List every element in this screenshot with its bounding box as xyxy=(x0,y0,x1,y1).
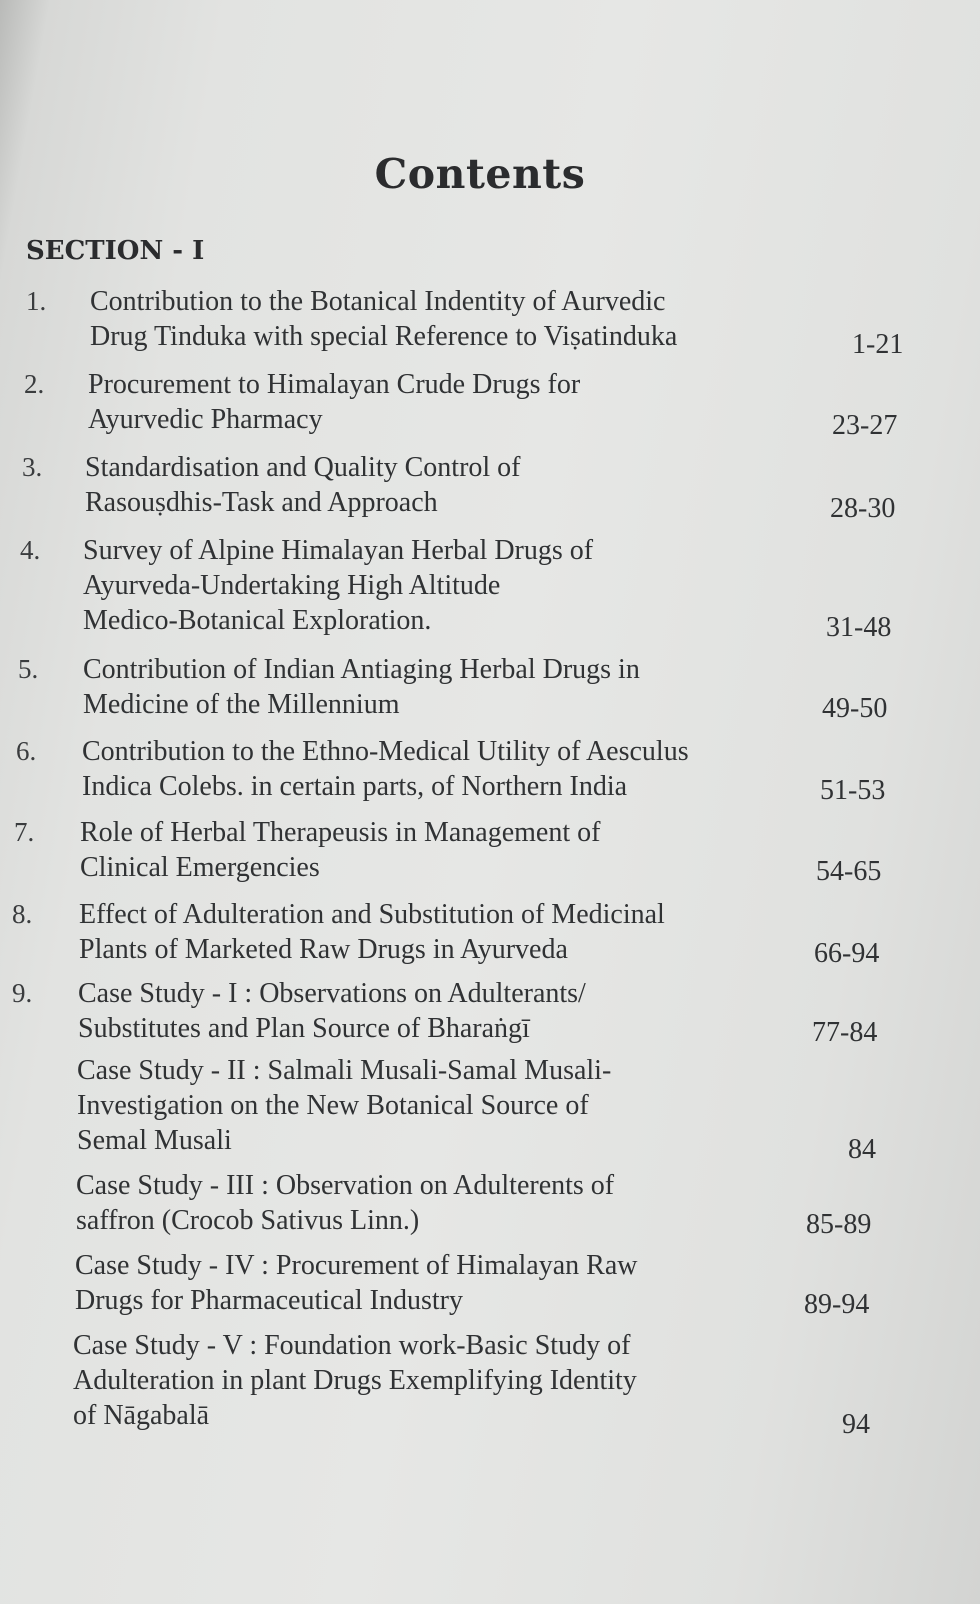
entry-title xyxy=(75,1248,637,1318)
entry-title-line: Drugs for Pharmaceutical Industry xyxy=(75,1285,463,1316)
entry-pages: 51-53 xyxy=(820,775,886,806)
entry-number: 9. xyxy=(12,978,33,1008)
entry-title-line: Indica Colebs. in certain parts, of Northern India xyxy=(82,771,628,802)
entry-number: 5. xyxy=(18,654,39,684)
entry-title-line: Contribution to the Ethno-Medical Utility of Aesculus xyxy=(82,736,689,767)
entry-title-line: Case Study - II : Salmali Musali-Samal Musali- xyxy=(77,1055,612,1086)
entry-title xyxy=(85,450,521,520)
entry-title-line: Adulteration in plant Drugs Exemplifying Identity xyxy=(73,1365,637,1396)
entry-number: 8. xyxy=(12,899,33,929)
entry-title-line: Ayurveda-Undertaking High Altitude xyxy=(83,570,501,601)
entry-title-line: Semal Musali xyxy=(77,1125,232,1156)
entry-title xyxy=(88,367,580,437)
entry-pages: 31-48 xyxy=(826,612,892,643)
entry-title-line: Effect of Adulteration and Substitution of Medicinal xyxy=(79,899,665,930)
entry-title xyxy=(77,1053,611,1158)
entry-number: 4. xyxy=(20,535,41,565)
entry-title-line: Plants of Marketed Raw Drugs in Ayurveda xyxy=(79,934,568,965)
entry-title-line: Contribution to the Botanical Indentity of Aurvedic xyxy=(90,286,666,317)
entry-title-line: Ayurvedic Pharmacy xyxy=(88,404,323,435)
entry-title-line: Case Study - V : Foundation work-Basic Study of xyxy=(73,1330,631,1361)
entry-pages: 84 xyxy=(848,1134,876,1165)
entry-title-line: Role of Herbal Therapeusis in Management of xyxy=(80,817,601,848)
entry-title xyxy=(76,1168,614,1238)
entry-title-line: Drug Tinduka with special Reference to Viṣatinduka xyxy=(90,321,678,352)
entry-number: 2. xyxy=(24,369,45,399)
entry-title-line: Case Study - IV : Procurement of Himalayan Raw xyxy=(75,1250,638,1281)
entry-pages: 66-94 xyxy=(814,938,880,969)
entry-pages: 94 xyxy=(842,1409,870,1440)
entry-number: 1. xyxy=(26,286,47,316)
entry-pages: 54-65 xyxy=(816,856,882,887)
entry-title-line: Rasouṣdhis-Task and Approach xyxy=(85,487,438,518)
entry-title xyxy=(78,976,586,1046)
entry-title-line: Contribution of Indian Antiaging Herbal Drugs in xyxy=(83,654,640,685)
entry-title xyxy=(73,1328,637,1433)
entry-title xyxy=(83,652,640,722)
entry-title xyxy=(90,284,677,354)
entry-title-line: Procurement to Himalayan Crude Drugs for xyxy=(88,369,581,400)
entry-number: 7. xyxy=(14,817,35,847)
entry-title-line: Investigation on the New Botanical Source of xyxy=(77,1090,589,1121)
entry-pages: 23-27 xyxy=(832,410,898,441)
entry-title-line: Standardisation and Quality Control of xyxy=(85,452,521,483)
entry-title xyxy=(80,815,600,885)
entry-title-line: Clinical Emergencies xyxy=(80,852,320,883)
entry-title-line: Survey of Alpine Himalayan Herbal Drugs of xyxy=(83,535,594,566)
entry-number: 6. xyxy=(16,736,37,766)
entry-pages: 77-84 xyxy=(812,1017,878,1048)
entry-title xyxy=(79,897,665,967)
entry-number: 3. xyxy=(22,452,43,482)
entry-title-line: saffron (Crocob Sativus Linn.) xyxy=(76,1205,420,1236)
entry-pages: 28-30 xyxy=(830,493,896,524)
entry-pages: 85-89 xyxy=(806,1209,872,1240)
entry-title xyxy=(83,533,593,638)
entry-title xyxy=(82,734,689,804)
entry-title-line: Substitutes and Plan Source of Bharaṅgī xyxy=(78,1013,530,1044)
entry-title-line: Medico-Botanical Exploration. xyxy=(83,605,432,636)
page-title: Contents xyxy=(374,150,586,198)
entry-title-line: Medicine of the Millennium xyxy=(83,689,400,720)
entry-title-line: Case Study - III : Observation on Adulterents of xyxy=(76,1170,615,1201)
entry-title-line: Case Study - I : Observations on Adulterants/ xyxy=(78,978,586,1009)
entry-pages: 89-94 xyxy=(804,1289,870,1320)
section-heading: SECTION - I xyxy=(26,236,205,266)
entry-pages: 49-50 xyxy=(822,693,888,724)
entry-title-line: of Nāgabalā xyxy=(73,1400,210,1431)
entry-pages: 1-21 xyxy=(852,329,904,360)
